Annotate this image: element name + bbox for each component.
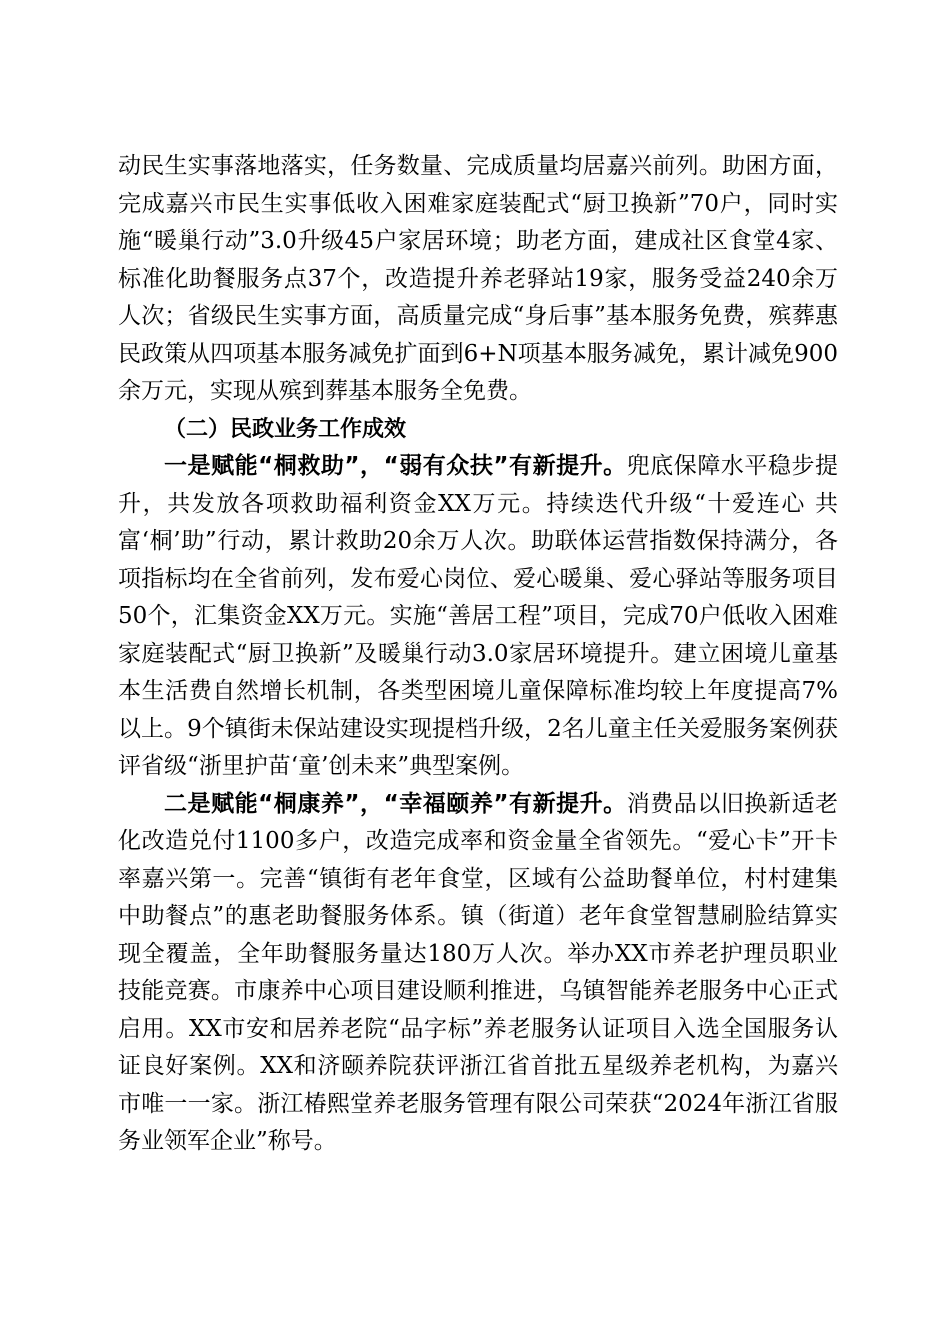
paragraph-elderly-care-lead: 二是赋能“桐康养”，“幸福颐养”有新提升。 bbox=[164, 790, 627, 817]
paragraph-relief-body: 兜底保障水平稳步提升，共发放各项救助福利资金XX万元。持续迭代升级“十爱连心 共富‘桐’助”行动，累计救助20余万人次。助联体运营指数保持满分，各项指标均在全省前列，发布爱心岗位、爱心暖巢、爱心驿站等服务项目50个，汇集资金XX万元。实施“善居工程”项目，完成70户低收入困难家庭装配式“厨卫换新”及暖巢行动3.0家居环境提升。建立困境儿童基本生活费自然增长机制，各类型困境儿童保障标准均较上年度提高7%以上。9个镇街未保站建设实现提档升级，2名儿童主任关爱服务案例获评省级“浙里护苗‘童’创未来”典型案例。 bbox=[118, 453, 839, 779]
section-heading: （二）民政业务工作成效 bbox=[164, 416, 407, 442]
paragraph-elderly-care-body: 消费品以旧换新适老化改造兑付1100多户，改造完成率和资金量全省领先。“爱心卡”开卡率嘉兴第一。完善“镇街有老年食堂，区域有公益助餐单位，村村建集中助餐点”的惠老助餐服务体系。镇（街道）老年食堂智慧刷脸结算实现全覆盖，全年助餐服务量达180万人次。举办XX市养老护理员职业技能竞赛。市康养中心项目建设顺利推进，乌镇智能养老服务中心正式启用。XX市安和居养老院“品字标”养老服务认证项目入选全国服务认证良好案例。XX和济颐养院获评浙江省首批五星级养老机构，为嘉兴市唯一一家。浙江椿熙堂养老服务管理有限公司荣获“2024年浙江省服务业领军企业”称号。 bbox=[118, 790, 839, 1154]
paragraph-elderly-care bbox=[118, 786, 838, 1161]
paragraph-relief bbox=[118, 448, 838, 786]
intro-paragraph: 动民生实事落地落实，任务数量、完成质量均居嘉兴前列。助困方面，完成嘉兴市民生实事低收入困难家庭装配式“厨卫换新”70户，同时实施“暖巢行动”3.0升级45户家居环境；助老方面，建成社区食堂4家、标准化助餐服务点37个，改造提升养老驿站19家，服务受益240余万人次；省级民生实事方面，高质量完成“身后事”基本服务免费，殡葬惠民政策从四项基本服务减免扩面到6+N项基本服务减免，累计减免900余万元，实现从殡到葬基本服务全免费。 bbox=[118, 153, 838, 404]
document-body bbox=[118, 148, 838, 1161]
paragraph-relief-lead: 一是赋能“桐救助”，“弱有众扶”有新提升。 bbox=[164, 453, 627, 479]
